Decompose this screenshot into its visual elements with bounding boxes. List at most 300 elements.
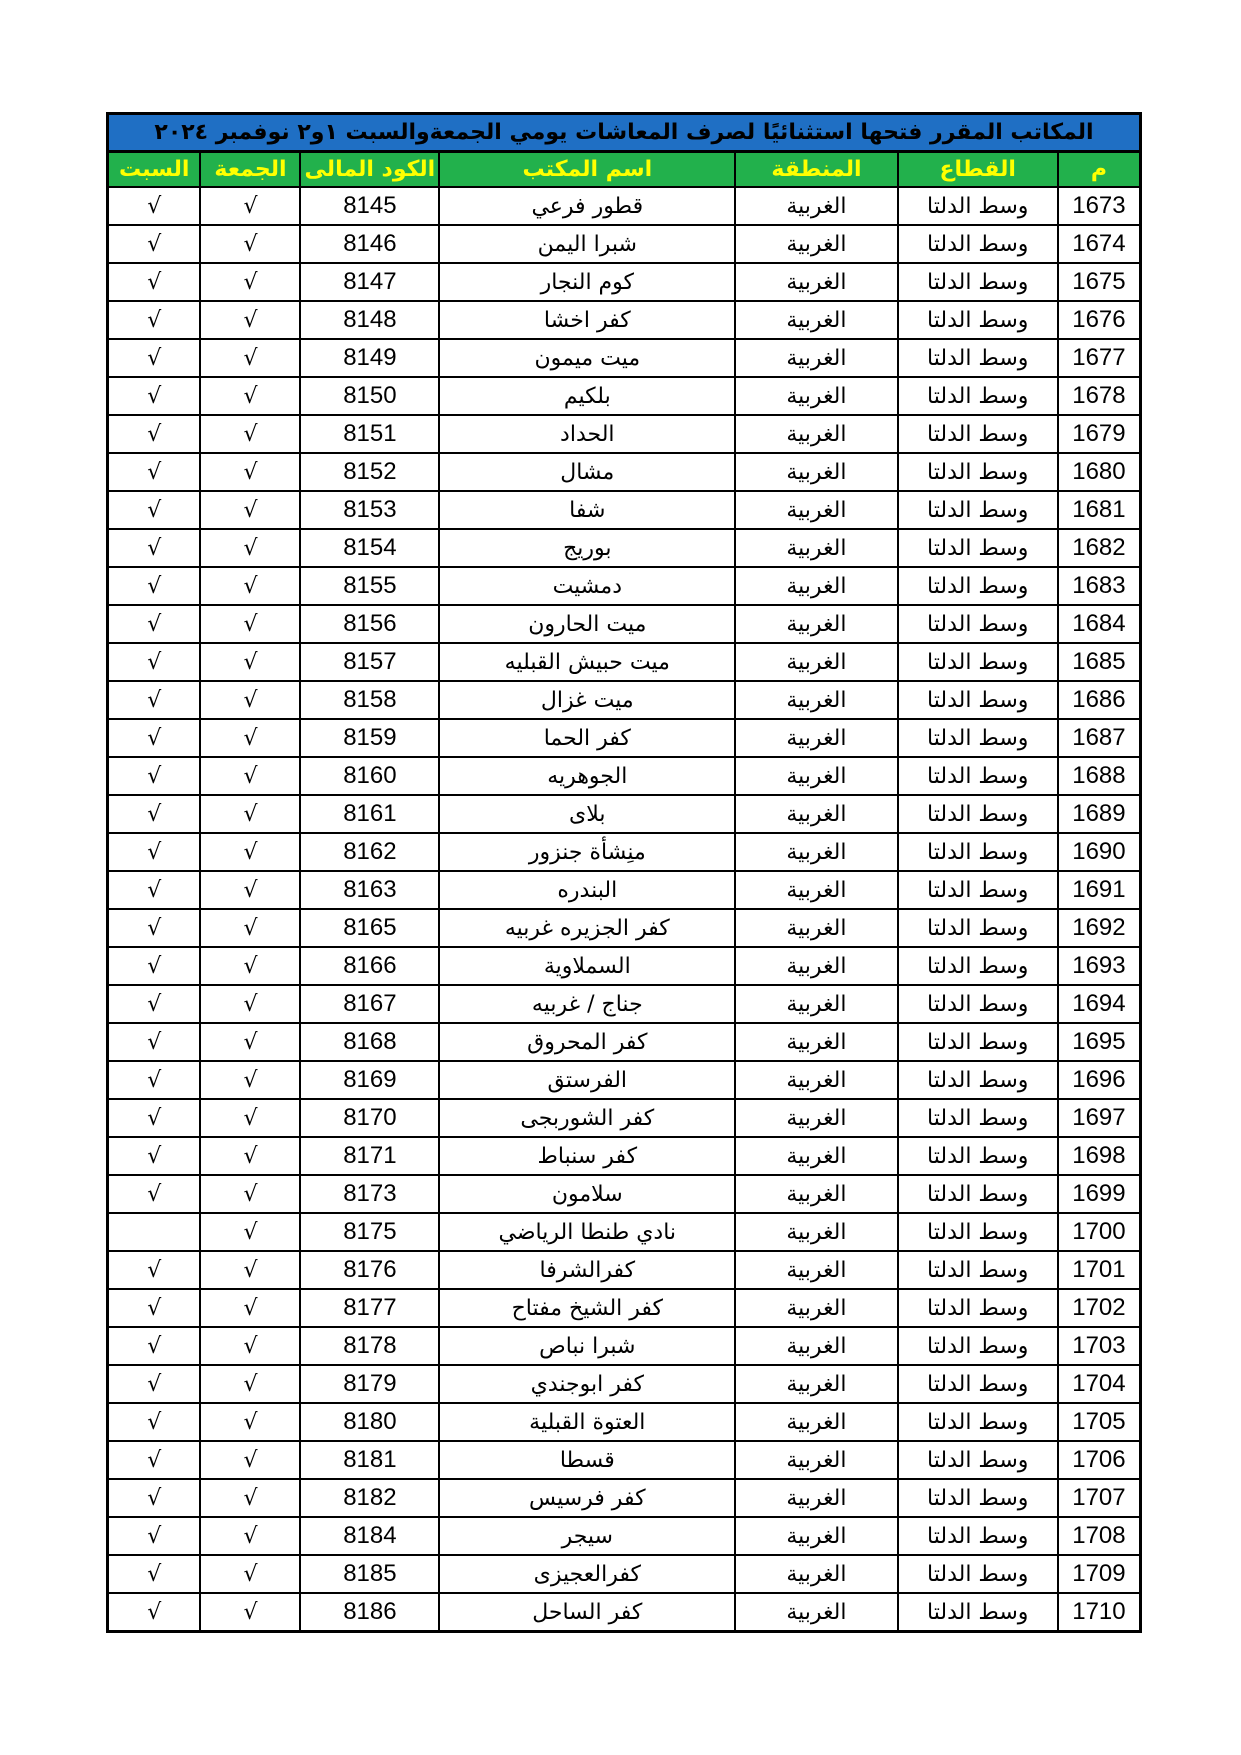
cell-code: 8184 xyxy=(300,1517,439,1555)
cell-code: 8170 xyxy=(300,1099,439,1137)
cell-region: الغربية xyxy=(735,1403,897,1441)
cell-office: الفرستق xyxy=(439,1061,735,1099)
cell-saturday: √ xyxy=(108,1593,201,1632)
cell-office: بوريج xyxy=(439,529,735,567)
cell-region: الغربية xyxy=(735,795,897,833)
cell-friday: √ xyxy=(200,453,300,491)
cell-sector: وسط الدلتا xyxy=(898,377,1058,415)
cell-region: الغربية xyxy=(735,1099,897,1137)
table-row xyxy=(108,1099,1141,1137)
cell-sector: وسط الدلتا xyxy=(898,643,1058,681)
table-row xyxy=(108,1403,1141,1441)
cell-friday: √ xyxy=(200,339,300,377)
table-row xyxy=(108,453,1141,491)
cell-num: 1699 xyxy=(1058,1175,1141,1213)
cell-saturday xyxy=(108,1213,201,1251)
cell-region: الغربية xyxy=(735,1023,897,1061)
cell-sector: وسط الدلتا xyxy=(898,719,1058,757)
cell-saturday: √ xyxy=(108,1137,201,1175)
column-header-friday: الجمعة xyxy=(200,152,300,188)
cell-office: العتوة القبلية xyxy=(439,1403,735,1441)
cell-region: الغربية xyxy=(735,1441,897,1479)
cell-office: مشال xyxy=(439,453,735,491)
cell-saturday: √ xyxy=(108,1479,201,1517)
table-row xyxy=(108,1365,1141,1403)
table-row xyxy=(108,1251,1141,1289)
cell-sector: وسط الدلتا xyxy=(898,909,1058,947)
table-row xyxy=(108,377,1141,415)
cell-num: 1701 xyxy=(1058,1251,1141,1289)
cell-office: الحداد xyxy=(439,415,735,453)
cell-code: 8168 xyxy=(300,1023,439,1061)
cell-region: الغربية xyxy=(735,833,897,871)
cell-num: 1704 xyxy=(1058,1365,1141,1403)
cell-friday: √ xyxy=(200,1023,300,1061)
cell-code: 8165 xyxy=(300,909,439,947)
table-row xyxy=(108,719,1141,757)
cell-friday: √ xyxy=(200,1593,300,1632)
cell-office: كفر سنباط xyxy=(439,1137,735,1175)
column-header-office: اسم المكتب xyxy=(439,152,735,188)
cell-saturday: √ xyxy=(108,1289,201,1327)
cell-sector: وسط الدلتا xyxy=(898,415,1058,453)
cell-region: الغربية xyxy=(735,377,897,415)
cell-code: 8169 xyxy=(300,1061,439,1099)
cell-sector: وسط الدلتا xyxy=(898,225,1058,263)
cell-num: 1703 xyxy=(1058,1327,1141,1365)
table-row xyxy=(108,1555,1141,1593)
cell-friday: √ xyxy=(200,833,300,871)
cell-num: 1702 xyxy=(1058,1289,1141,1327)
table-row xyxy=(108,1593,1141,1632)
cell-saturday: √ xyxy=(108,643,201,681)
cell-saturday: √ xyxy=(108,491,201,529)
cell-code: 8176 xyxy=(300,1251,439,1289)
cell-num: 1705 xyxy=(1058,1403,1141,1441)
cell-num: 1682 xyxy=(1058,529,1141,567)
cell-code: 8147 xyxy=(300,263,439,301)
cell-region: الغربية xyxy=(735,263,897,301)
cell-num: 1706 xyxy=(1058,1441,1141,1479)
cell-code: 8151 xyxy=(300,415,439,453)
cell-region: الغربية xyxy=(735,567,897,605)
table-row xyxy=(108,833,1141,871)
cell-sector: وسط الدلتا xyxy=(898,1137,1058,1175)
cell-code: 8185 xyxy=(300,1555,439,1593)
cell-num: 1708 xyxy=(1058,1517,1141,1555)
cell-office: كفر ابوجندي xyxy=(439,1365,735,1403)
cell-friday: √ xyxy=(200,681,300,719)
table-row xyxy=(108,947,1141,985)
cell-sector: وسط الدلتا xyxy=(898,1593,1058,1632)
cell-saturday: √ xyxy=(108,1327,201,1365)
cell-friday: √ xyxy=(200,1365,300,1403)
cell-sector: وسط الدلتا xyxy=(898,1099,1058,1137)
cell-region: الغربية xyxy=(735,1175,897,1213)
cell-friday: √ xyxy=(200,225,300,263)
cell-num: 1679 xyxy=(1058,415,1141,453)
cell-region: الغربية xyxy=(735,719,897,757)
cell-saturday: √ xyxy=(108,1403,201,1441)
cell-office: ميت ميمون xyxy=(439,339,735,377)
cell-friday: √ xyxy=(200,263,300,301)
cell-num: 1698 xyxy=(1058,1137,1141,1175)
cell-friday: √ xyxy=(200,1137,300,1175)
cell-sector: وسط الدلتا xyxy=(898,1403,1058,1441)
cell-friday: √ xyxy=(200,643,300,681)
cell-num: 1700 xyxy=(1058,1213,1141,1251)
cell-saturday: √ xyxy=(108,225,201,263)
column-header-code: الكود المالى xyxy=(300,152,439,188)
offices-sheet xyxy=(106,112,1142,1633)
cell-office: دمشيت xyxy=(439,567,735,605)
cell-office: كفر الجزيره غربيه xyxy=(439,909,735,947)
cell-sector: وسط الدلتا xyxy=(898,529,1058,567)
cell-sector: وسط الدلتا xyxy=(898,1023,1058,1061)
cell-num: 1674 xyxy=(1058,225,1141,263)
table-row xyxy=(108,909,1141,947)
table-row xyxy=(108,1441,1141,1479)
cell-num: 1688 xyxy=(1058,757,1141,795)
cell-office: شبرا اليمن xyxy=(439,225,735,263)
cell-friday: √ xyxy=(200,1555,300,1593)
cell-friday: √ xyxy=(200,1403,300,1441)
table-row xyxy=(108,339,1141,377)
cell-office: كفر الساحل xyxy=(439,1593,735,1632)
cell-num: 1710 xyxy=(1058,1593,1141,1632)
cell-region: الغربية xyxy=(735,453,897,491)
cell-friday: √ xyxy=(200,1175,300,1213)
cell-region: الغربية xyxy=(735,1365,897,1403)
cell-code: 8150 xyxy=(300,377,439,415)
cell-friday: √ xyxy=(200,187,300,225)
cell-saturday: √ xyxy=(108,453,201,491)
cell-saturday: √ xyxy=(108,377,201,415)
cell-friday: √ xyxy=(200,1213,300,1251)
cell-region: الغربية xyxy=(735,1251,897,1289)
cell-friday: √ xyxy=(200,567,300,605)
cell-region: الغربية xyxy=(735,187,897,225)
table-row xyxy=(108,529,1141,567)
column-header-saturday: السبت xyxy=(108,152,201,188)
cell-num: 1707 xyxy=(1058,1479,1141,1517)
cell-num: 1673 xyxy=(1058,187,1141,225)
cell-saturday: √ xyxy=(108,871,201,909)
cell-region: الغربية xyxy=(735,339,897,377)
cell-friday: √ xyxy=(200,795,300,833)
table-row xyxy=(108,1517,1141,1555)
cell-code: 8167 xyxy=(300,985,439,1023)
cell-region: الغربية xyxy=(735,1555,897,1593)
cell-saturday: √ xyxy=(108,605,201,643)
cell-num: 1695 xyxy=(1058,1023,1141,1061)
cell-region: الغربية xyxy=(735,1289,897,1327)
table-row xyxy=(108,415,1141,453)
cell-region: الغربية xyxy=(735,757,897,795)
table-title: المكاتب المقرر فتحها استثنائيًا لصرف المعاشات يومي الجمعةوالسبت ١و٢ نوفمبر ٢٠٢٤ xyxy=(108,114,1141,152)
cell-sector: وسط الدلتا xyxy=(898,1175,1058,1213)
cell-friday: √ xyxy=(200,1327,300,1365)
cell-office: كفر الشيخ مفتاح xyxy=(439,1289,735,1327)
cell-code: 8158 xyxy=(300,681,439,719)
cell-num: 1677 xyxy=(1058,339,1141,377)
cell-sector: وسط الدلتا xyxy=(898,339,1058,377)
cell-saturday: √ xyxy=(108,1023,201,1061)
cell-friday: √ xyxy=(200,301,300,339)
cell-region: الغربية xyxy=(735,947,897,985)
cell-office: كفر فرسيس xyxy=(439,1479,735,1517)
cell-num: 1675 xyxy=(1058,263,1141,301)
cell-region: الغربية xyxy=(735,301,897,339)
cell-sector: وسط الدلتا xyxy=(898,187,1058,225)
cell-num: 1693 xyxy=(1058,947,1141,985)
cell-saturday: √ xyxy=(108,1517,201,1555)
cell-sector: وسط الدلتا xyxy=(898,1061,1058,1099)
cell-saturday: √ xyxy=(108,567,201,605)
cell-code: 8178 xyxy=(300,1327,439,1365)
cell-office: كوم النجار xyxy=(439,263,735,301)
cell-sector: وسط الدلتا xyxy=(898,1327,1058,1365)
cell-code: 8145 xyxy=(300,187,439,225)
cell-code: 8153 xyxy=(300,491,439,529)
cell-saturday: √ xyxy=(108,909,201,947)
cell-friday: √ xyxy=(200,1517,300,1555)
cell-saturday: √ xyxy=(108,1251,201,1289)
cell-saturday: √ xyxy=(108,301,201,339)
cell-sector: وسط الدلتا xyxy=(898,1479,1058,1517)
cell-code: 8161 xyxy=(300,795,439,833)
column-header-num: م xyxy=(1058,152,1141,188)
cell-sector: وسط الدلتا xyxy=(898,947,1058,985)
cell-friday: √ xyxy=(200,719,300,757)
table-row xyxy=(108,263,1141,301)
cell-friday: √ xyxy=(200,1061,300,1099)
cell-num: 1676 xyxy=(1058,301,1141,339)
cell-region: الغربية xyxy=(735,681,897,719)
table-row xyxy=(108,1213,1141,1251)
cell-office: كفر الشوربجى xyxy=(439,1099,735,1137)
cell-office: كفر الحما xyxy=(439,719,735,757)
cell-office: كفر المحروق xyxy=(439,1023,735,1061)
cell-num: 1681 xyxy=(1058,491,1141,529)
cell-friday: √ xyxy=(200,1441,300,1479)
cell-num: 1696 xyxy=(1058,1061,1141,1099)
cell-saturday: √ xyxy=(108,263,201,301)
cell-friday: √ xyxy=(200,415,300,453)
table-row xyxy=(108,681,1141,719)
cell-code: 8173 xyxy=(300,1175,439,1213)
cell-saturday: √ xyxy=(108,1365,201,1403)
cell-sector: وسط الدلتا xyxy=(898,605,1058,643)
cell-saturday: √ xyxy=(108,187,201,225)
cell-sector: وسط الدلتا xyxy=(898,985,1058,1023)
cell-saturday: √ xyxy=(108,833,201,871)
cell-friday: √ xyxy=(200,985,300,1023)
cell-code: 8180 xyxy=(300,1403,439,1441)
cell-sector: وسط الدلتا xyxy=(898,871,1058,909)
cell-sector: وسط الدلتا xyxy=(898,263,1058,301)
cell-region: الغربية xyxy=(735,1213,897,1251)
cell-region: الغربية xyxy=(735,529,897,567)
cell-saturday: √ xyxy=(108,1061,201,1099)
cell-region: الغربية xyxy=(735,1327,897,1365)
cell-sector: وسط الدلتا xyxy=(898,453,1058,491)
cell-sector: وسط الدلتا xyxy=(898,795,1058,833)
cell-saturday: √ xyxy=(108,339,201,377)
cell-sector: وسط الدلتا xyxy=(898,1365,1058,1403)
cell-sector: وسط الدلتا xyxy=(898,757,1058,795)
cell-num: 1697 xyxy=(1058,1099,1141,1137)
cell-friday: √ xyxy=(200,871,300,909)
cell-office: كفر اخشا xyxy=(439,301,735,339)
cell-saturday: √ xyxy=(108,719,201,757)
cell-saturday: √ xyxy=(108,757,201,795)
cell-code: 8175 xyxy=(300,1213,439,1251)
cell-friday: √ xyxy=(200,529,300,567)
cell-num: 1686 xyxy=(1058,681,1141,719)
cell-region: الغربية xyxy=(735,1137,897,1175)
table-row xyxy=(108,985,1141,1023)
cell-sector: وسط الدلتا xyxy=(898,567,1058,605)
cell-office: ميت حبيش القبليه xyxy=(439,643,735,681)
cell-code: 8163 xyxy=(300,871,439,909)
cell-code: 8160 xyxy=(300,757,439,795)
cell-saturday: √ xyxy=(108,947,201,985)
cell-saturday: √ xyxy=(108,795,201,833)
cell-saturday: √ xyxy=(108,1175,201,1213)
table-row xyxy=(108,643,1141,681)
cell-sector: وسط الدلتا xyxy=(898,491,1058,529)
cell-friday: √ xyxy=(200,909,300,947)
cell-region: الغربية xyxy=(735,643,897,681)
table-row xyxy=(108,1175,1141,1213)
cell-num: 1683 xyxy=(1058,567,1141,605)
cell-region: الغربية xyxy=(735,605,897,643)
cell-office: نادي طنطا الرياضي xyxy=(439,1213,735,1251)
cell-friday: √ xyxy=(200,1479,300,1517)
cell-code: 8155 xyxy=(300,567,439,605)
cell-region: الغربية xyxy=(735,871,897,909)
cell-sector: وسط الدلتا xyxy=(898,681,1058,719)
table-row xyxy=(108,1479,1141,1517)
cell-office: بلكيم xyxy=(439,377,735,415)
cell-saturday: √ xyxy=(108,1099,201,1137)
cell-code: 8148 xyxy=(300,301,439,339)
cell-code: 8182 xyxy=(300,1479,439,1517)
cell-saturday: √ xyxy=(108,529,201,567)
cell-num: 1691 xyxy=(1058,871,1141,909)
cell-region: الغربية xyxy=(735,225,897,263)
table-row xyxy=(108,1023,1141,1061)
cell-office: ميت غزال xyxy=(439,681,735,719)
table-row xyxy=(108,605,1141,643)
cell-office: كفرالشرفا xyxy=(439,1251,735,1289)
cell-region: الغربية xyxy=(735,1061,897,1099)
cell-office: السملاوية xyxy=(439,947,735,985)
table-row xyxy=(108,225,1141,263)
cell-region: الغربية xyxy=(735,909,897,947)
cell-friday: √ xyxy=(200,757,300,795)
cell-num: 1680 xyxy=(1058,453,1141,491)
table-body xyxy=(108,187,1141,1632)
cell-friday: √ xyxy=(200,1289,300,1327)
cell-num: 1685 xyxy=(1058,643,1141,681)
cell-num: 1687 xyxy=(1058,719,1141,757)
cell-code: 8171 xyxy=(300,1137,439,1175)
cell-num: 1689 xyxy=(1058,795,1141,833)
cell-num: 1694 xyxy=(1058,985,1141,1023)
cell-code: 8177 xyxy=(300,1289,439,1327)
cell-saturday: √ xyxy=(108,1555,201,1593)
cell-saturday: √ xyxy=(108,985,201,1023)
table-row xyxy=(108,1327,1141,1365)
cell-office: الجوهريه xyxy=(439,757,735,795)
cell-saturday: √ xyxy=(108,415,201,453)
cell-code: 8166 xyxy=(300,947,439,985)
cell-office: قسطا xyxy=(439,1441,735,1479)
cell-saturday: √ xyxy=(108,1441,201,1479)
cell-friday: √ xyxy=(200,947,300,985)
cell-region: الغربية xyxy=(735,1479,897,1517)
cell-sector: وسط الدلتا xyxy=(898,1517,1058,1555)
cell-num: 1678 xyxy=(1058,377,1141,415)
cell-sector: وسط الدلتا xyxy=(898,301,1058,339)
cell-code: 8156 xyxy=(300,605,439,643)
table-row xyxy=(108,757,1141,795)
table-row xyxy=(108,1137,1141,1175)
cell-office: شفا xyxy=(439,491,735,529)
cell-friday: √ xyxy=(200,491,300,529)
cell-region: الغربية xyxy=(735,415,897,453)
cell-office: البندره xyxy=(439,871,735,909)
table-row xyxy=(108,491,1141,529)
cell-code: 8181 xyxy=(300,1441,439,1479)
cell-code: 8162 xyxy=(300,833,439,871)
cell-code: 8157 xyxy=(300,643,439,681)
cell-sector: وسط الدلتا xyxy=(898,833,1058,871)
cell-office: كفرالعجيزى xyxy=(439,1555,735,1593)
cell-office: شبرا نباص xyxy=(439,1327,735,1365)
table-row xyxy=(108,795,1141,833)
cell-region: الغربية xyxy=(735,985,897,1023)
cell-office: منِشأة جنزور xyxy=(439,833,735,871)
table-row xyxy=(108,187,1141,225)
table-row xyxy=(108,1061,1141,1099)
cell-code: 8152 xyxy=(300,453,439,491)
cell-num: 1690 xyxy=(1058,833,1141,871)
cell-code: 8146 xyxy=(300,225,439,263)
cell-friday: √ xyxy=(200,1099,300,1137)
cell-office: سلامون xyxy=(439,1175,735,1213)
cell-friday: √ xyxy=(200,377,300,415)
cell-code: 8149 xyxy=(300,339,439,377)
cell-friday: √ xyxy=(200,1251,300,1289)
cell-num: 1709 xyxy=(1058,1555,1141,1593)
offices-table xyxy=(106,112,1142,1633)
cell-sector: وسط الدلتا xyxy=(898,1213,1058,1251)
cell-sector: وسط الدلتا xyxy=(898,1441,1058,1479)
cell-office: ميت الحارون xyxy=(439,605,735,643)
cell-region: الغربية xyxy=(735,491,897,529)
cell-sector: وسط الدلتا xyxy=(898,1251,1058,1289)
cell-office: قطور فرعي xyxy=(439,187,735,225)
header-row xyxy=(108,152,1141,188)
cell-code: 8154 xyxy=(300,529,439,567)
column-header-sector: القطاع xyxy=(898,152,1058,188)
cell-region: الغربية xyxy=(735,1517,897,1555)
table-row xyxy=(108,567,1141,605)
cell-region: الغربية xyxy=(735,1593,897,1632)
